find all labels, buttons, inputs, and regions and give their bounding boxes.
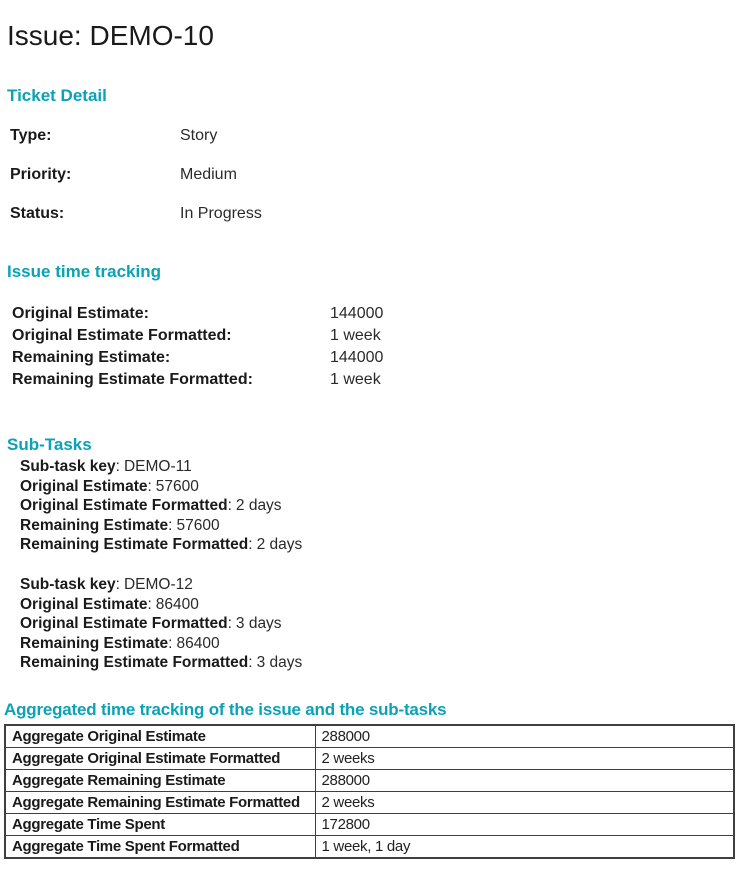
aggregate-row — [5, 791, 734, 813]
ticket-detail-row — [0, 205, 750, 223]
field-value: 86400 — [176, 634, 220, 652]
ticket-detail-fields — [0, 127, 750, 223]
aggregate-row — [5, 835, 734, 858]
field-value: DEMO-12 — [123, 575, 193, 593]
field-label: Original Estimate — [20, 477, 148, 495]
sub-task-line — [0, 516, 750, 536]
ticket-detail-heading: Ticket Detail — [7, 86, 107, 105]
sub-task-line — [0, 595, 750, 615]
page-title: Issue: DEMO-10 — [7, 20, 214, 51]
ticket-detail-section — [0, 86, 750, 223]
time-tracking-row — [0, 369, 750, 391]
sub-task-line — [0, 653, 750, 673]
field-value: 3 days — [235, 615, 282, 633]
field-label: Remaining Estimate Formatted — [20, 536, 249, 554]
sub-task-line — [0, 457, 750, 477]
field-value: In Progress — [180, 205, 262, 222]
aggregate-label-cell: Aggregate Time Spent Formatted — [5, 835, 315, 858]
ticket-detail-row — [0, 127, 750, 145]
label-separator: : — [168, 634, 173, 652]
label-separator: : — [115, 458, 120, 475]
sub-task-block-demo-11 — [0, 457, 750, 555]
aggregate-value-cell: 2 weeks — [315, 747, 734, 769]
field-value: 57600 — [155, 477, 199, 495]
sub-tasks-heading: Sub-Tasks — [7, 435, 92, 454]
field-value: 86400 — [155, 595, 199, 613]
aggregate-table-body — [5, 725, 734, 858]
field-label: Sub-task key — [20, 575, 116, 593]
field-value: 144000 — [330, 305, 384, 322]
aggregate-value-cell: 1 week, 1 day — [315, 835, 734, 858]
field-label: Original Estimate Formatted: — [12, 327, 232, 344]
time-tracking-row — [0, 347, 750, 369]
ticket-detail-row — [0, 166, 750, 184]
sub-tasks-section — [0, 435, 750, 673]
aggregate-label-cell: Aggregate Original Estimate Formatted — [5, 747, 315, 769]
field-value: 57600 — [176, 516, 220, 534]
time-tracking-row — [0, 325, 750, 347]
field-label: Priority: — [10, 166, 72, 183]
issue-time-tracking-heading: Issue time tracking — [7, 262, 162, 281]
field-label: Type: — [10, 127, 52, 144]
issue-time-tracking-fields — [0, 303, 750, 391]
label-separator: : — [227, 615, 232, 633]
issue-time-tracking-section — [0, 262, 750, 391]
field-value: 2 days — [256, 536, 303, 554]
aggregate-value-cell: 172800 — [315, 813, 734, 835]
aggregate-table — [4, 724, 735, 859]
label-separator: : — [147, 477, 152, 495]
field-label: Original Estimate Formatted — [20, 497, 228, 515]
field-label: Remaining Estimate — [20, 634, 169, 652]
label-separator: : — [227, 497, 232, 515]
aggregate-row — [5, 725, 734, 748]
sub-task-line — [0, 535, 750, 555]
sub-task-line — [0, 496, 750, 516]
label-separator: : — [168, 516, 173, 534]
label-separator: : — [147, 595, 152, 613]
field-value: DEMO-11 — [123, 458, 192, 475]
field-value: 1 week — [330, 371, 381, 388]
aggregate-label-cell: Aggregate Remaining Estimate — [5, 769, 315, 791]
aggregate-heading: Aggregated time tracking of the issue and the sub-tasks — [4, 699, 447, 719]
aggregate-label-cell: Aggregate Remaining Estimate Formatted — [5, 791, 315, 813]
label-separator: : — [115, 575, 120, 593]
aggregate-value-cell: 2 weeks — [315, 791, 734, 813]
field-label: Original Estimate Formatted — [20, 615, 228, 633]
field-label: Remaining Estimate Formatted: — [12, 371, 253, 388]
label-separator: : — [248, 536, 253, 554]
time-tracking-row — [0, 303, 750, 325]
aggregate-value-cell: 288000 — [315, 725, 734, 748]
label-separator: : — [248, 654, 253, 672]
field-value: Medium — [180, 166, 237, 183]
field-value: 2 days — [235, 497, 282, 515]
field-value: 3 days — [256, 654, 303, 672]
field-label: Original Estimate: — [12, 305, 149, 322]
sub-task-line — [0, 634, 750, 654]
sub-task-block-demo-12 — [0, 575, 750, 673]
aggregate-row — [5, 747, 734, 769]
field-value: 144000 — [330, 349, 384, 366]
field-label: Remaining Estimate — [20, 516, 169, 534]
aggregate-label-cell: Aggregate Time Spent — [5, 813, 315, 835]
aggregate-section — [0, 700, 750, 859]
field-label: Remaining Estimate: — [12, 349, 171, 366]
field-label: Sub-task key — [20, 458, 116, 475]
field-value: Story — [180, 127, 218, 144]
sub-task-line — [0, 614, 750, 634]
field-label: Status: — [10, 205, 65, 222]
aggregate-value-cell: 288000 — [315, 769, 734, 791]
field-label: Original Estimate — [20, 595, 148, 613]
aggregate-row — [5, 813, 734, 835]
aggregate-label-cell: Aggregate Original Estimate — [5, 725, 315, 748]
field-value: 1 week — [330, 327, 381, 344]
aggregate-row — [5, 769, 734, 791]
sub-task-line — [0, 477, 750, 497]
sub-task-line — [0, 575, 750, 595]
field-label: Remaining Estimate Formatted — [20, 654, 249, 672]
